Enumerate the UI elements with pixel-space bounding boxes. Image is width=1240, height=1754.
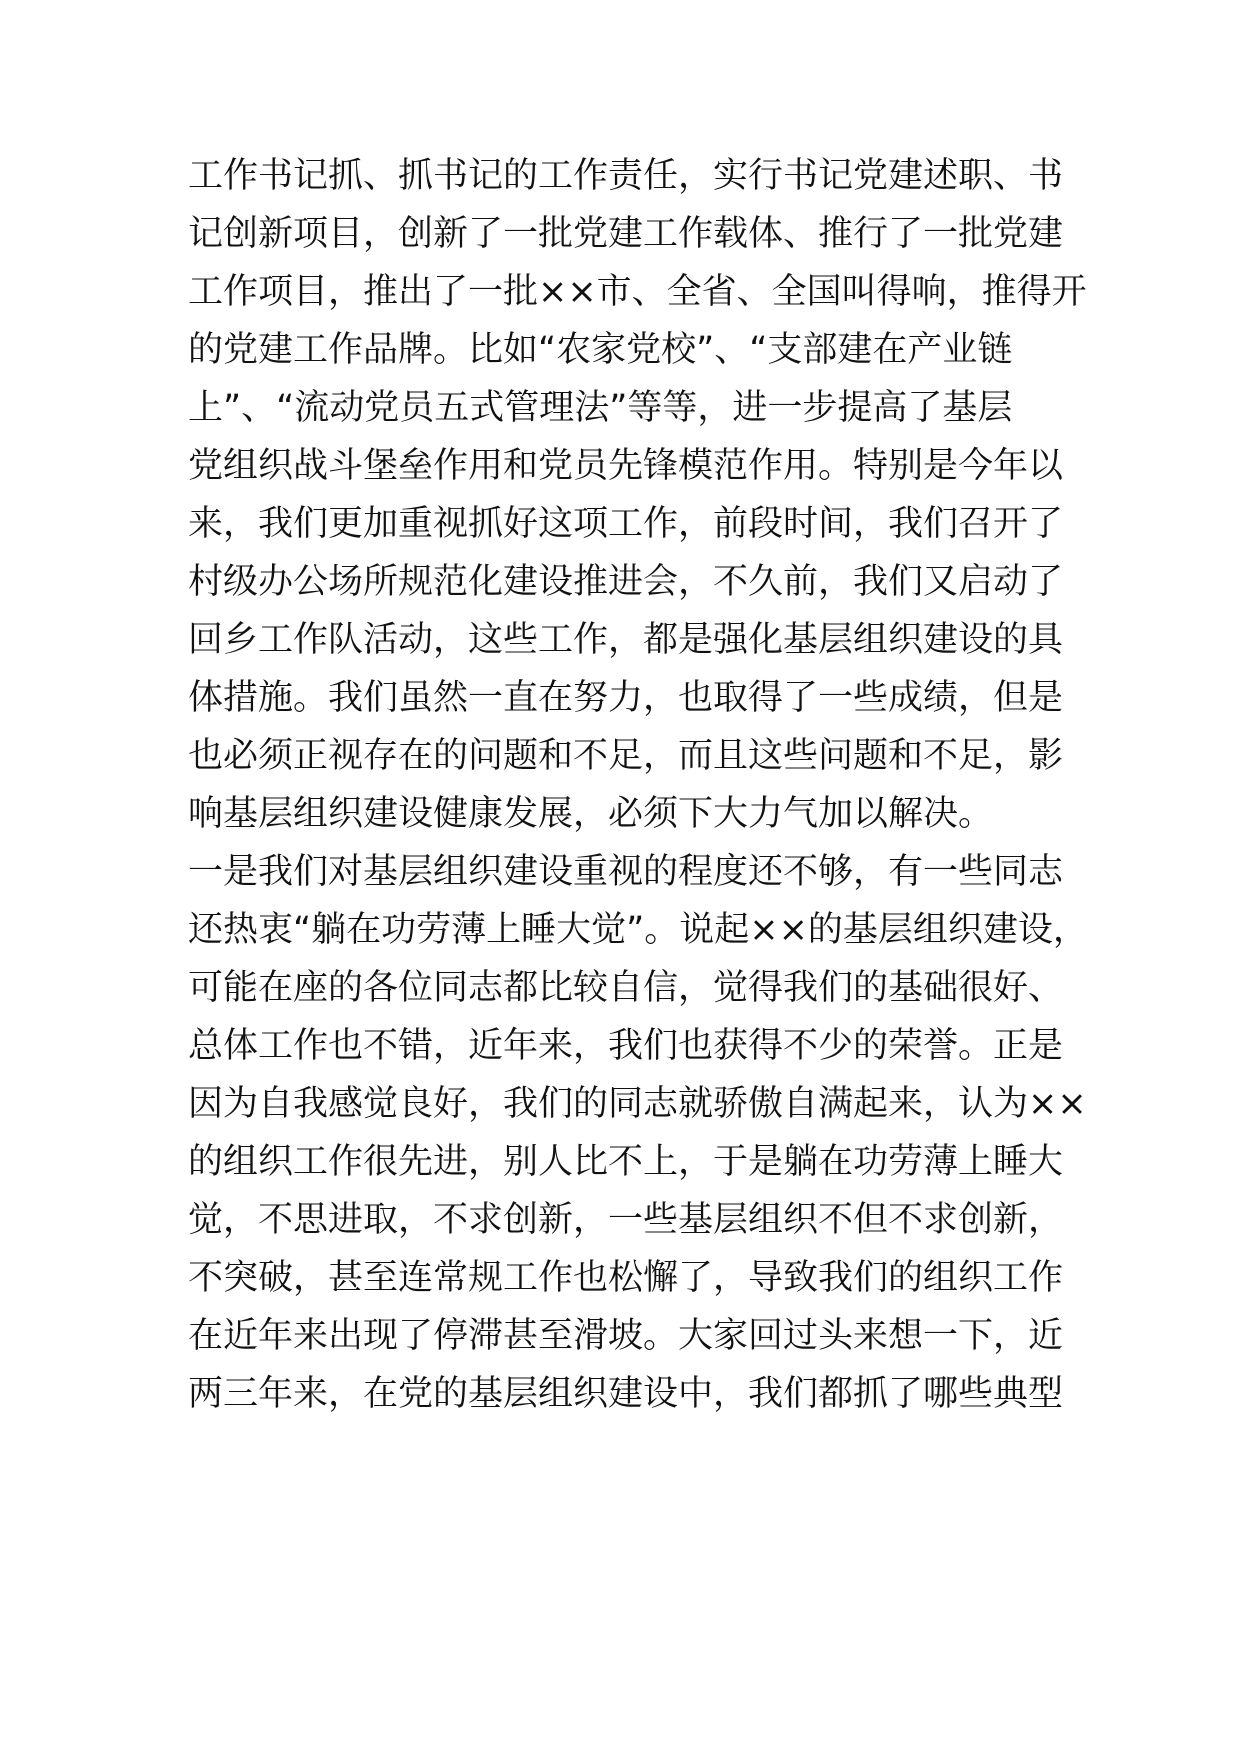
text-line: 回乡工作队活动，这些工作，都是强化基层组织建设的具: [188, 620, 1064, 660]
text-line: 响基层组织建设健康发展，必须下大力气加以解决。: [188, 794, 994, 834]
text-line: 可能在座的各位同志都比较自信，觉得我们的基础很好、: [188, 968, 1064, 1008]
text-line: 记创新项目，创新了一批党建工作载体、推行了一批党建: [188, 214, 1064, 254]
text-line: 来，我们更加重视抓好这项工作，前段时间，我们召开了: [188, 504, 1064, 544]
text-line: 的组织工作很先进，别人比不上，于是躺在功劳薄上睡大: [188, 1142, 1064, 1182]
text-line: 上”、“流动党员五式管理法”等等，进一步提高了基层: [188, 388, 1013, 428]
text-line: 的党建工作品牌。比如“农家党校”、“支部建在产业链: [188, 330, 1013, 370]
text-line: 村级办公场所规范化建设推进会，不久前，我们又启动了: [188, 562, 1064, 602]
text-line: 体措施。我们虽然一直在努力，也取得了一些成绩，但是: [188, 678, 1064, 718]
text-line: 总体工作也不错，近年来，我们也获得不少的荣誉。正是: [188, 1026, 1064, 1066]
text-line: 一是我们对基层组织建设重视的程度还不够，有一些同志: [188, 852, 1064, 892]
text-line: 因为自我感觉良好，我们的同志就骄傲自满起来，认为××: [188, 1084, 1087, 1124]
text-line: 工作项目，推出了一批××市、全省、全国叫得响，推得开: [188, 272, 1087, 312]
text-line: 党组织战斗堡垒作用和党员先锋模范作用。特别是今年以: [188, 446, 1064, 486]
text-line: 两三年来，在党的基层组织建设中，我们都抓了哪些典型: [188, 1374, 1064, 1414]
text-line: 在近年来出现了停滞甚至滑坡。大家回过头来想一下，近: [188, 1316, 1064, 1356]
text-line: 也必须正视存在的问题和不足，而且这些问题和不足，影: [188, 736, 1064, 776]
text-line: 工作书记抓、抓书记的工作责任，实行书记党建述职、书: [188, 156, 1064, 196]
text-line: 不突破，甚至连常规工作也松懈了，导致我们的组织工作: [188, 1258, 1064, 1298]
text-line: 还热衷“躺在功劳薄上睡大觉”。说起××的基层组织建设，: [188, 910, 1088, 950]
text-line: 觉，不思进取，不求创新，一些基层组织不但不求创新，: [188, 1200, 1064, 1240]
